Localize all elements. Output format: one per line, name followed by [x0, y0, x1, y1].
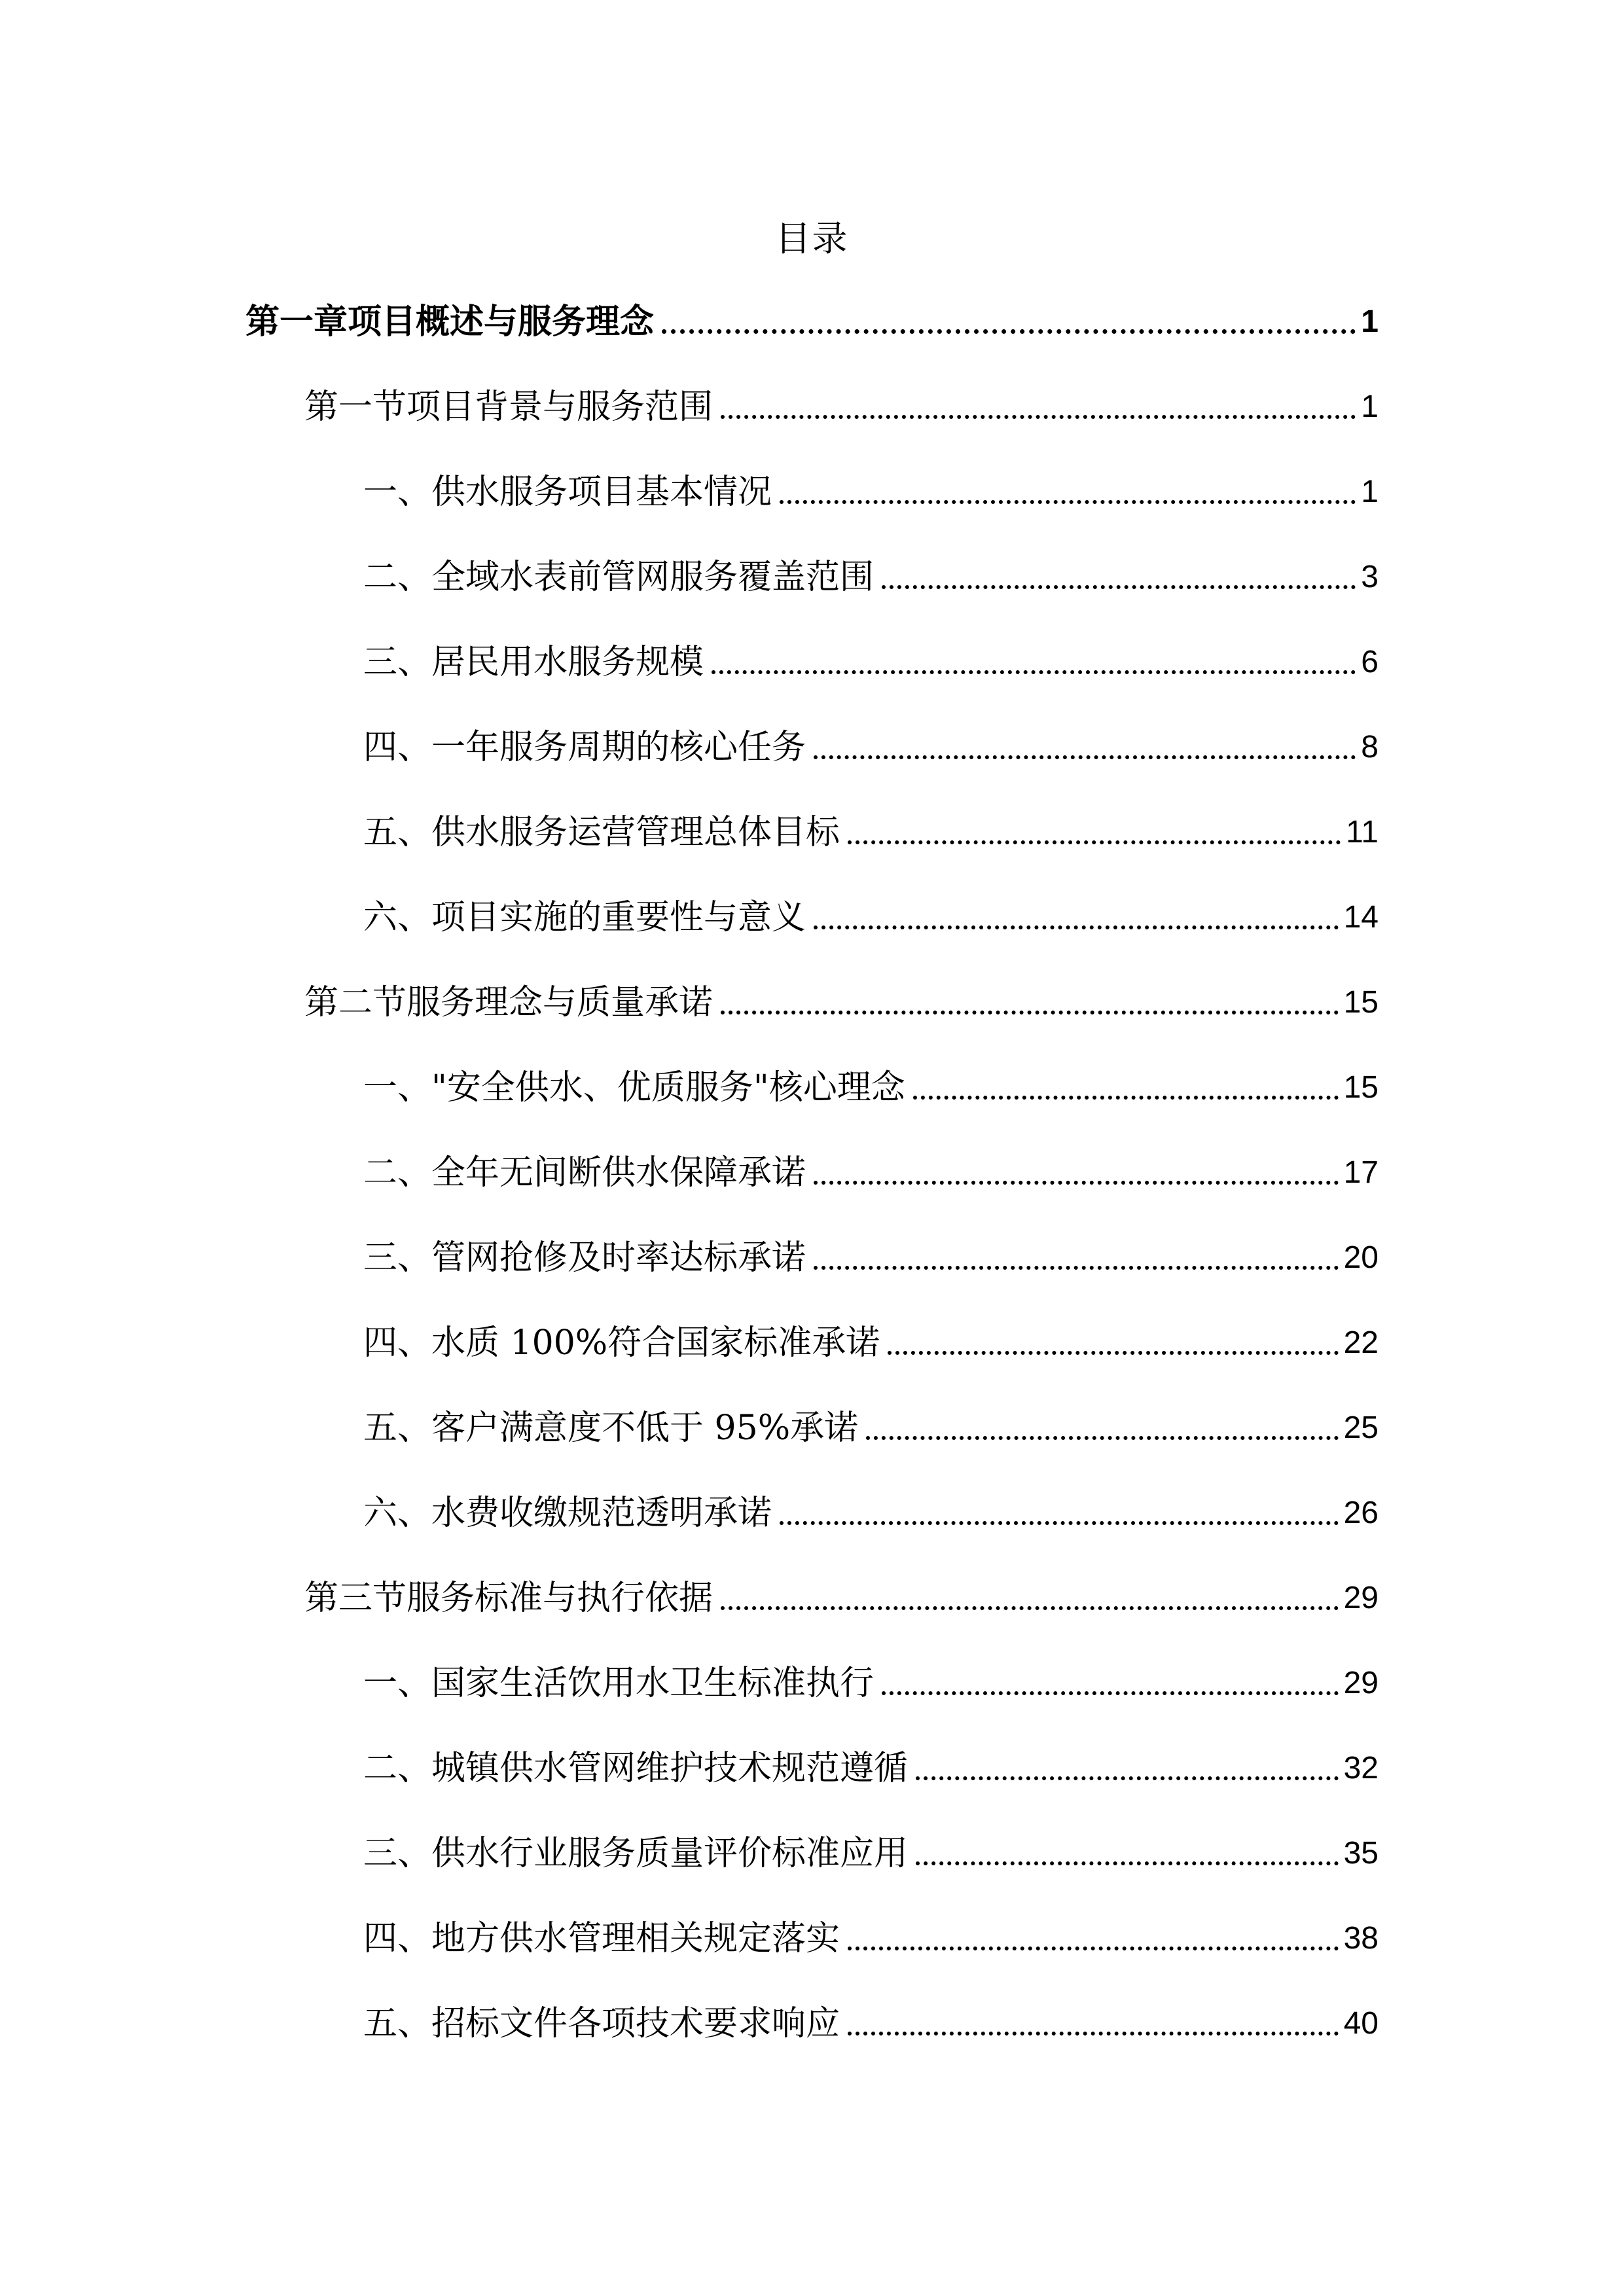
toc-leader-dots	[848, 1946, 1339, 1950]
toc-entry-label: 四、地方供水管理相关规定落实	[363, 1919, 840, 1958]
toc-leader-dots	[814, 925, 1339, 929]
toc-entry-page: 11	[1346, 815, 1379, 850]
toc-entry-label: 四、一年服务周期的核心任务	[363, 728, 806, 767]
toc-leader-dots	[721, 1606, 1339, 1610]
toc-entry-page: 29	[1343, 1581, 1379, 1615]
toc-leader-dots	[848, 2032, 1339, 2036]
toc-entry-label: 六、项目实施的重要性与意义	[363, 898, 806, 937]
toc-entry-label: 四、水质 100%符合国家标准承诺	[363, 1323, 880, 1363]
toc-entry-page: 38	[1343, 1921, 1379, 1956]
toc-entry-item[interactable]	[363, 1147, 1379, 1199]
toc-entry-label: 五、客户满意度不低于 95%承诺	[363, 1408, 859, 1448]
toc-entry-section-1[interactable]	[304, 381, 1379, 433]
toc-leader-dots	[913, 1096, 1339, 1100]
toc-entry-item[interactable]	[363, 721, 1379, 774]
toc-entry-item[interactable]	[363, 1742, 1379, 1795]
toc-leader-dots	[814, 755, 1356, 759]
toc-leader-dots	[882, 585, 1356, 589]
toc-entry-page: 3	[1361, 560, 1379, 594]
toc-leader-dots	[866, 1436, 1339, 1440]
toc-entry-page: 15	[1343, 1070, 1379, 1105]
toc-entry-section-2[interactable]	[304, 977, 1379, 1029]
toc-entry-label: 第二节服务理念与质量承诺	[304, 983, 713, 1022]
toc-entry-label: 第一节项目背景与服务范围	[304, 387, 713, 427]
toc-entry-item[interactable]	[363, 1998, 1379, 2050]
toc-leader-dots	[848, 840, 1341, 844]
toc-entry-page: 1	[1361, 389, 1379, 424]
toc-entry-label: 六、水费收缴规范透明承诺	[363, 1494, 772, 1533]
toc-leader-dots	[888, 1351, 1338, 1355]
toc-entry-label: 一、国家生活饮用水卫生标准执行	[363, 1664, 875, 1703]
toc-leader-dots	[721, 1011, 1339, 1014]
toc-entry-label: 二、城镇供水管网维护技术规范遵循	[363, 1749, 909, 1788]
toc-leader-dots	[780, 500, 1356, 504]
toc-entry-item[interactable]	[363, 1827, 1379, 1880]
toc-entry-item[interactable]	[363, 1317, 1379, 1369]
toc-entry-label: 第三节服务标准与执行依据	[304, 1579, 713, 1618]
toc-entry-item[interactable]	[363, 551, 1379, 603]
toc-leader-dots	[882, 1691, 1339, 1695]
toc-entry-page: 8	[1361, 730, 1379, 764]
toc-entry-label: 一、"安全供水、优质服务"核心理念	[363, 1068, 905, 1107]
toc-leader-dots	[662, 329, 1356, 334]
toc-entry-page: 15	[1343, 985, 1379, 1020]
toc-leader-dots	[814, 1181, 1339, 1185]
toc-entry-item[interactable]	[363, 1062, 1379, 1114]
toc-entry-label: 五、招标文件各项技术要求响应	[363, 2004, 840, 2043]
toc-entry-item[interactable]	[363, 1487, 1379, 1539]
toc-entry-page: 22	[1343, 1325, 1379, 1360]
toc-entry-page: 17	[1343, 1155, 1379, 1190]
toc-entry-page: 40	[1343, 2006, 1379, 2041]
toc-entry-item[interactable]	[363, 806, 1379, 859]
toc-leader-dots	[916, 1776, 1339, 1780]
toc-entry-page: 6	[1361, 645, 1379, 679]
toc-entry-page: 29	[1343, 1666, 1379, 1700]
toc-entry-label: 三、供水行业服务质量评价标准应用	[363, 1834, 909, 1873]
toc-entry-page: 26	[1343, 1496, 1379, 1530]
toc-entry-page: 1	[1361, 304, 1379, 339]
toc-leader-dots	[721, 415, 1356, 419]
toc-leader-dots	[780, 1521, 1339, 1525]
toc-entry-label: 三、居民用水服务规模	[363, 643, 704, 682]
toc-entry-page: 25	[1343, 1410, 1379, 1445]
toc-entry-label: 二、全年无间断供水保障承诺	[363, 1153, 806, 1193]
toc-entry-label: 一、供水服务项目基本情况	[363, 473, 772, 512]
toc-entry-label: 第一章项目概述与服务理念	[245, 302, 655, 342]
toc-entry-page: 20	[1343, 1240, 1379, 1275]
toc-entry-chapter-1[interactable]	[245, 296, 1379, 348]
toc-entry-label: 三、管网抢修及时率达标承诺	[363, 1238, 806, 1278]
toc-entry-item[interactable]	[363, 891, 1379, 944]
toc-leader-dots	[712, 670, 1356, 674]
toc-entry-item[interactable]	[363, 1657, 1379, 1710]
toc-entry-page: 32	[1343, 1751, 1379, 1785]
toc-entry-item[interactable]	[363, 636, 1379, 689]
toc-entry-section-3[interactable]	[304, 1572, 1379, 1624]
toc-entry-page: 1	[1361, 475, 1379, 509]
toc-entry-label: 二、全域水表前管网服务覆盖范围	[363, 558, 875, 597]
toc-entry-item[interactable]	[363, 1232, 1379, 1284]
toc-entry-page: 35	[1343, 1836, 1379, 1871]
toc-entry-item[interactable]	[363, 466, 1379, 518]
toc-leader-dots	[916, 1861, 1339, 1865]
toc-entry-item[interactable]	[363, 1402, 1379, 1454]
toc-entry-label: 五、供水服务运营管理总体目标	[363, 813, 840, 852]
toc-entry-item[interactable]	[363, 1912, 1379, 1965]
toc-entry-page: 14	[1343, 900, 1379, 935]
toc-title: 目录	[775, 218, 849, 259]
toc-leader-dots	[814, 1266, 1339, 1270]
